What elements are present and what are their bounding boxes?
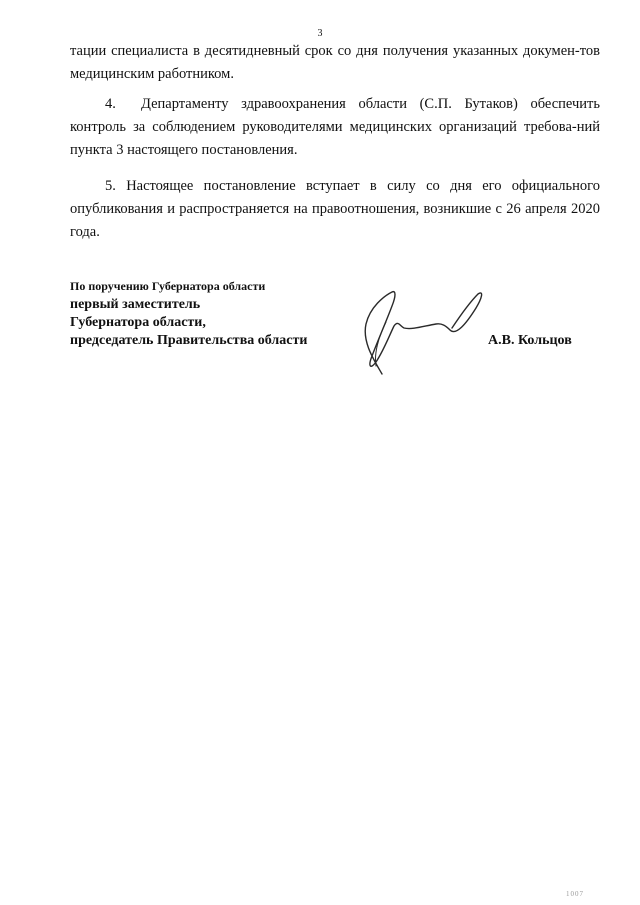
signatory-title-line-2: Губернатора области, (70, 315, 206, 330)
paragraph-continuation-text: тации специалиста в десятидневный срок со дня получения указанных докумен-тов медицинским работником. (70, 43, 600, 82)
signatory-title-line-3: председатель Правительства области (70, 333, 308, 348)
signature-authority-note: По поручению Губернатора области (70, 279, 266, 293)
paragraph-4-number: 4. (105, 96, 116, 112)
paragraph-4-text: Департаменту здравоохранения области (С.П. Бутаков) обеспечить контроль за соблюдением руководителями медицинских организаций требова-ний пункта 3 настоящего постановления. (70, 96, 600, 158)
signatory-name: А.В. Кольцов (488, 333, 572, 348)
signatory-title-line-1: первый заместитель (70, 297, 201, 312)
page-number: 3 (317, 28, 323, 39)
paragraph-5-text: 5. Настоящее постановление вступает в силу со дня его официального опубликования и распространяется на правоотношения, возникшие с 26 апреля 2020 года. (70, 178, 600, 240)
paragraph-4 (70, 93, 600, 167)
footer-mark: 1007 (566, 890, 584, 898)
paragraph-continuation (70, 40, 600, 91)
handwritten-signature (352, 282, 492, 382)
paragraph-5 (70, 175, 600, 249)
